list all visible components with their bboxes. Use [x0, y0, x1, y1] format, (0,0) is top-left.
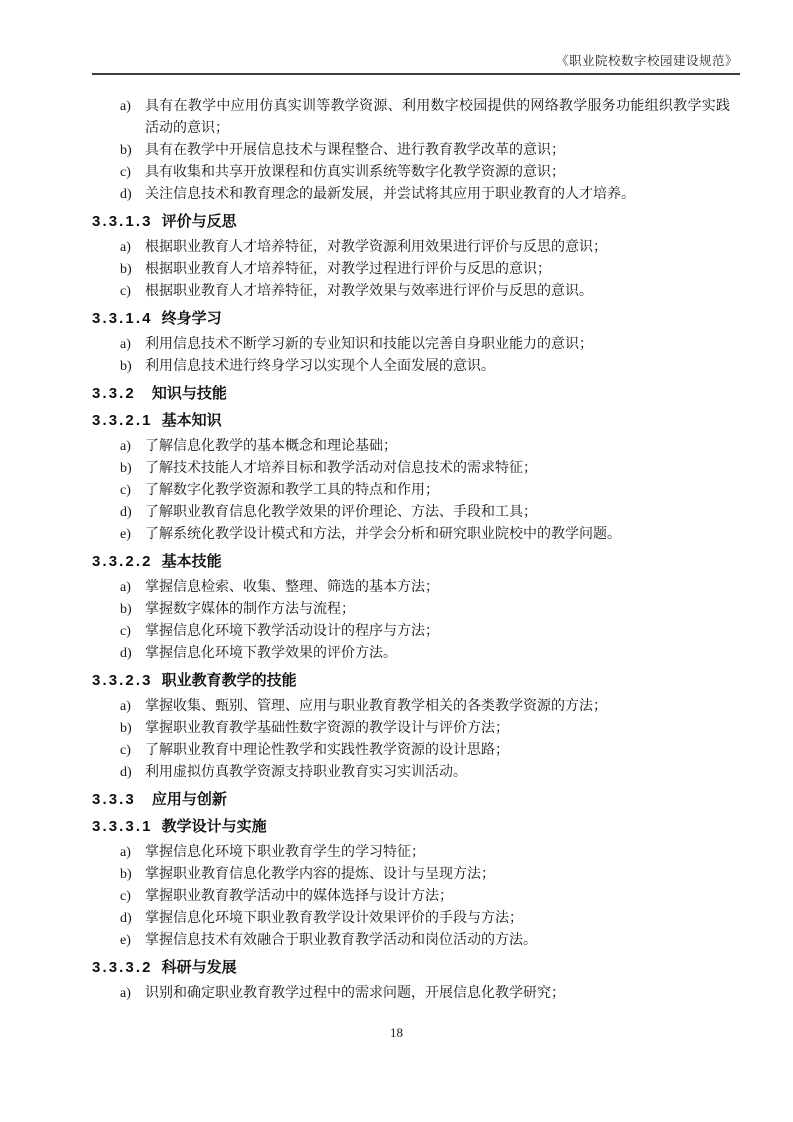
section-heading	[92, 551, 730, 573]
list-item-text: 根据职业教育人才培养特征，对教学效果与效率进行评价与反思的意识。	[145, 284, 593, 299]
list-item-marker: c)	[120, 743, 131, 758]
list-item	[92, 334, 730, 356]
list-item-marker: a)	[120, 99, 131, 114]
list-item-marker: c)	[120, 889, 131, 904]
list-item-text: 掌握信息化环境下职业教育教学设计效果评价的手段与方法；	[145, 911, 523, 926]
document-body	[92, 96, 730, 1005]
list-item	[92, 162, 730, 184]
section-number: 3.3.2.1	[92, 412, 153, 429]
section-heading	[92, 789, 730, 811]
list-item	[92, 908, 730, 930]
page-header	[92, 0, 740, 75]
section-number: 3.3.3.1	[92, 818, 153, 835]
section-heading	[92, 670, 730, 692]
list-item	[92, 96, 730, 140]
list-item	[92, 480, 730, 502]
list-item-text: 关注信息技术和教育理念的最新发展，并尝试将其应用于职业教育的人才培养。	[145, 187, 635, 202]
list-item	[92, 281, 730, 303]
ordered-list	[92, 237, 730, 303]
list-item-text: 识别和确定职业教育教学过程中的需求问题，开展信息化教学研究；	[145, 986, 565, 1001]
section-number: 3.3.2	[92, 385, 136, 402]
section-title: 终身学习	[161, 310, 222, 327]
section-title: 职业教育教学的技能	[161, 672, 297, 689]
list-item	[92, 740, 730, 762]
list-item	[92, 502, 730, 524]
list-item	[92, 458, 730, 480]
list-item-text: 根据职业教育人才培养特征，对教学过程进行评价与反思的意识；	[145, 262, 551, 277]
list-item	[92, 599, 730, 621]
list-item-text: 了解信息化教学的基本概念和理论基础；	[145, 439, 397, 454]
list-item-text: 掌握职业教育教学基础性数字资源的教学设计与评价方法；	[145, 721, 509, 736]
list-item	[92, 436, 730, 458]
section-number: 3.3.2.3	[92, 672, 153, 689]
list-item	[92, 643, 730, 665]
ordered-list	[92, 983, 730, 1005]
list-item-text: 利用信息技术不断学习新的专业知识和技能以完善自身职业能力的意识；	[145, 337, 593, 352]
list-item	[92, 524, 730, 546]
list-item	[92, 621, 730, 643]
list-item	[92, 577, 730, 599]
list-item-marker: d)	[120, 765, 132, 780]
list-item-marker: c)	[120, 284, 131, 299]
list-item-marker: d)	[120, 646, 132, 661]
list-item-text: 利用虚拟仿真教学资源支持职业教育实习实训活动。	[145, 765, 467, 780]
list-item-marker: a)	[120, 986, 131, 1001]
list-item-text: 掌握信息化环境下教学效果的评价方法。	[145, 646, 397, 661]
list-item	[92, 140, 730, 162]
section-heading	[92, 308, 730, 330]
section-number: 3.3.1.3	[92, 213, 153, 230]
section-title: 基本技能	[161, 553, 222, 570]
list-item	[92, 184, 730, 206]
list-item	[92, 983, 730, 1005]
section-number: 3.3.3.2	[92, 959, 153, 976]
list-item	[92, 259, 730, 281]
list-item	[92, 842, 730, 864]
list-item-text: 具有在教学中应用仿真实训等教学资源、利用数字校园提供的网络教学服务功能组织教学实践活动的意识；	[145, 99, 730, 136]
ordered-list	[92, 436, 730, 546]
list-item-marker: a)	[120, 337, 131, 352]
list-item-text: 掌握信息检索、收集、整理、筛选的基本方法；	[145, 580, 439, 595]
page-number: 18	[390, 1025, 403, 1040]
list-item-text: 利用信息技术进行终身学习以实现个人全面发展的意识。	[145, 359, 495, 374]
list-item-text: 了解系统化教学设计模式和方法，并学会分析和研究职业院校中的教学问题。	[145, 527, 621, 542]
list-item-text: 了解职业教育信息化教学效果的评价理论、方法、手段和工具；	[145, 505, 537, 520]
list-item-text: 掌握信息化环境下职业教育学生的学习特征；	[145, 845, 425, 860]
section-title: 基本知识	[161, 412, 222, 429]
list-item-marker: a)	[120, 845, 131, 860]
list-item-text: 掌握职业教育信息化教学内容的提炼、设计与呈现方法；	[145, 867, 495, 882]
section-heading	[92, 211, 730, 233]
list-item-text: 掌握信息化环境下教学活动设计的程序与方法；	[145, 624, 439, 639]
section-heading	[92, 410, 730, 432]
list-item-marker: a)	[120, 240, 131, 255]
section-title: 科研与发展	[161, 959, 237, 976]
list-item-marker: d)	[120, 911, 132, 926]
ordered-list	[92, 334, 730, 378]
list-item-marker: b)	[120, 359, 132, 374]
list-item-marker: e)	[120, 527, 131, 542]
list-item-text: 具有收集和共享开放课程和仿真实训系统等数字化教学资源的意识；	[145, 165, 565, 180]
section-title: 评价与反思	[161, 213, 237, 230]
list-item-text: 了解职业教育中理论性教学和实践性教学资源的设计思路；	[145, 743, 509, 758]
section-title: 教学设计与实施	[161, 818, 267, 835]
running-title: 《职业院校数字校园建设规范》	[555, 54, 738, 68]
section-title: 知识与技能	[151, 385, 227, 402]
section-number: 3.3.2.2	[92, 553, 153, 570]
section-number: 3.3.1.4	[92, 310, 153, 327]
list-item-marker: d)	[120, 187, 132, 202]
list-item-marker: a)	[120, 580, 131, 595]
list-item-text: 掌握收集、甄别、管理、应用与职业教育教学相关的各类教学资源的方法；	[145, 699, 607, 714]
list-item-text: 掌握数字媒体的制作方法与流程；	[145, 602, 355, 617]
list-item-marker: e)	[120, 933, 131, 948]
list-item	[92, 356, 730, 378]
list-item-marker: c)	[120, 483, 131, 498]
list-item	[92, 718, 730, 740]
list-item-marker: b)	[120, 867, 132, 882]
list-item-marker: a)	[120, 699, 131, 714]
list-item-marker: b)	[120, 602, 132, 617]
list-item	[92, 864, 730, 886]
list-item-marker: d)	[120, 505, 132, 520]
list-item	[92, 886, 730, 908]
list-item-marker: c)	[120, 165, 131, 180]
list-item-marker: c)	[120, 624, 131, 639]
ordered-list	[92, 577, 730, 665]
list-item-marker: b)	[120, 461, 132, 476]
list-item-text: 掌握职业教育教学活动中的媒体选择与设计方法；	[145, 889, 453, 904]
list-item	[92, 237, 730, 259]
ordered-list	[92, 96, 730, 206]
ordered-list	[92, 696, 730, 784]
list-item-text: 掌握信息技术有效融合于职业教育教学活动和岗位活动的方法。	[145, 933, 537, 948]
list-item-marker: a)	[120, 439, 131, 454]
list-item-marker: b)	[120, 262, 132, 277]
list-item-marker: b)	[120, 721, 132, 736]
list-item	[92, 696, 730, 718]
section-title: 应用与创新	[151, 791, 227, 808]
section-number: 3.3.3	[92, 791, 136, 808]
list-item	[92, 930, 730, 952]
list-item-text: 根据职业教育人才培养特征，对教学资源利用效果进行评价与反思的意识；	[145, 240, 607, 255]
list-item-text: 了解技术技能人才培养目标和教学活动对信息技术的需求特征；	[145, 461, 537, 476]
list-item	[92, 762, 730, 784]
section-heading	[92, 957, 730, 979]
page-footer	[0, 1024, 793, 1042]
list-item-text: 了解数字化教学资源和教学工具的特点和作用；	[145, 483, 439, 498]
list-item-text: 具有在教学中开展信息技术与课程整合、进行教育教学改革的意识；	[145, 143, 565, 158]
section-heading	[92, 383, 730, 405]
section-heading	[92, 816, 730, 838]
list-item-marker: b)	[120, 143, 132, 158]
ordered-list	[92, 842, 730, 952]
